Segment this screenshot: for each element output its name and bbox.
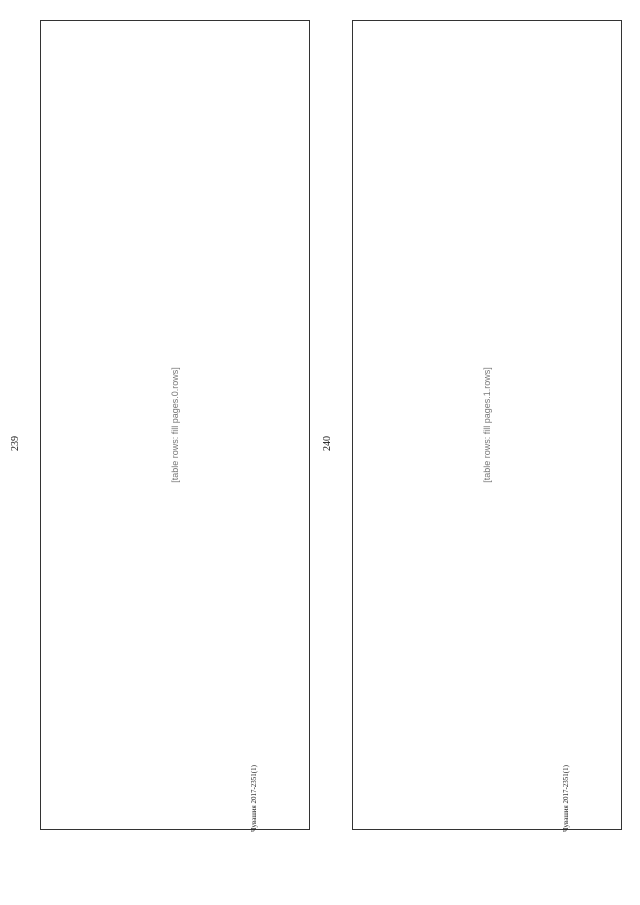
page-number: 239	[10, 436, 21, 451]
left-page	[10, 20, 314, 890]
table-placeholder: [table rows: fill pages.0.rows]	[170, 367, 180, 483]
table-placeholder: [table rows: fill pages.1.rows]	[482, 367, 492, 483]
right-page	[322, 20, 626, 890]
budget-table	[40, 20, 310, 830]
document-mark: Чувашия 2017-2351(1)	[250, 765, 258, 832]
document-mark: Чувашия 2017-2351(1)	[562, 765, 570, 832]
budget-table	[352, 20, 622, 830]
page-number: 240	[322, 436, 333, 451]
